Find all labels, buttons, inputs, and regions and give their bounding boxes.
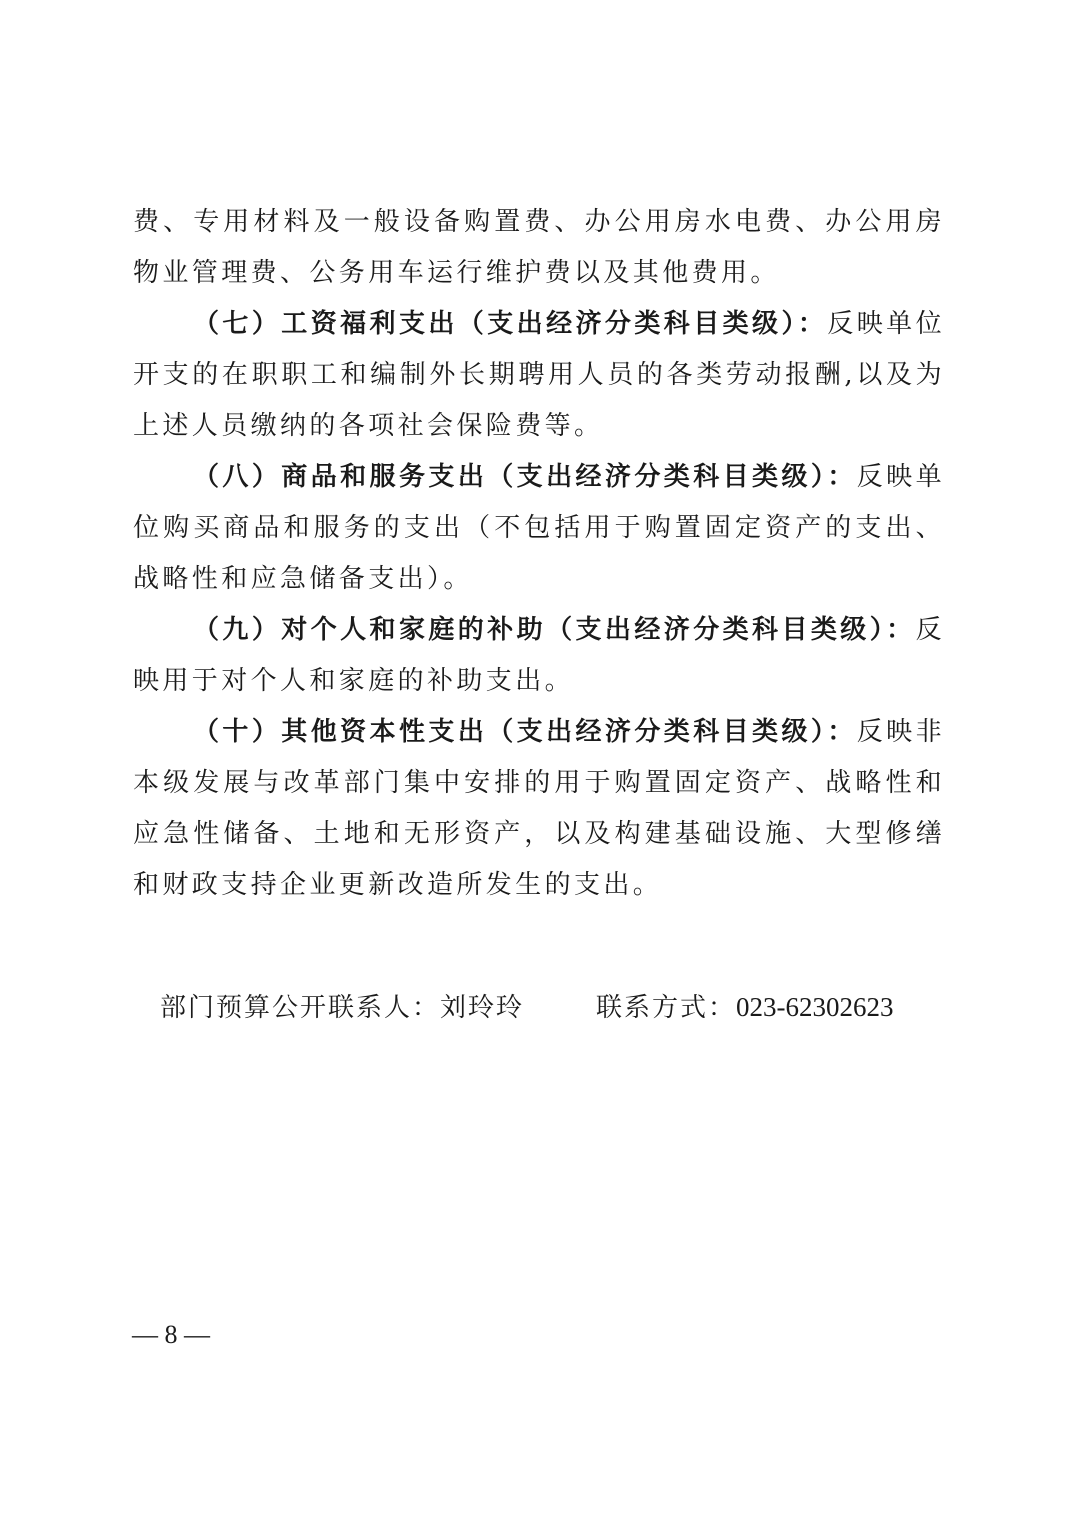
paragraph-heading: （八）商品和服务支出（支出经济分类科目类级）： [193,462,857,492]
paragraph-text: 反映单位购买商品和服务的支出（不包括用于购置固定资产的支出、战略性和应急储备支出）。 [133,462,945,594]
contact-person-name: 刘玲玲 [440,993,525,1023]
paragraph-household-subsidy [133,605,945,707]
paragraph-text: 反映单位开支的在职职工和编制外长期聘用人员的各类劳动报酬,以及为上述人员缴纳的各项社会保险费等。 [133,309,945,441]
paragraph-heading: （七）工资福利支出（支出经济分类科目类级）： [193,309,828,339]
paragraph-goods-services [133,452,945,605]
paragraph-continuation [133,197,945,299]
page-number: — 8 — [132,1320,210,1349]
contact-line [160,987,960,1028]
document-body [133,197,945,911]
paragraph-other-capital [133,707,945,911]
contact-method-label: 联系方式： [596,993,737,1023]
paragraph-text: 反映用于对个人和家庭的补助支出。 [133,615,945,696]
paragraph-wage-benefits [133,299,945,452]
paragraph-text: 反映非本级发展与改革部门集中安排的用于购置固定资产、战略性和应急性储备、土地和无形资产，以及构建基础设施、大型修缮和财政支持企业更新改造所发生的支出。 [133,717,945,900]
paragraph-heading: （九）对个人和家庭的补助（支出经济分类科目类级）： [193,615,916,645]
paragraph-heading: （十）其他资本性支出（支出经济分类科目类级）： [193,717,857,747]
contact-person-label: 部门预算公开联系人： [160,993,441,1023]
contact-phone: 023-62302623 [736,992,894,1022]
paragraph-text: 费、专用材料及一般设备购置费、办公用房水电费、办公用房物业管理费、公务用车运行维护费以及其他费用。 [133,207,945,288]
